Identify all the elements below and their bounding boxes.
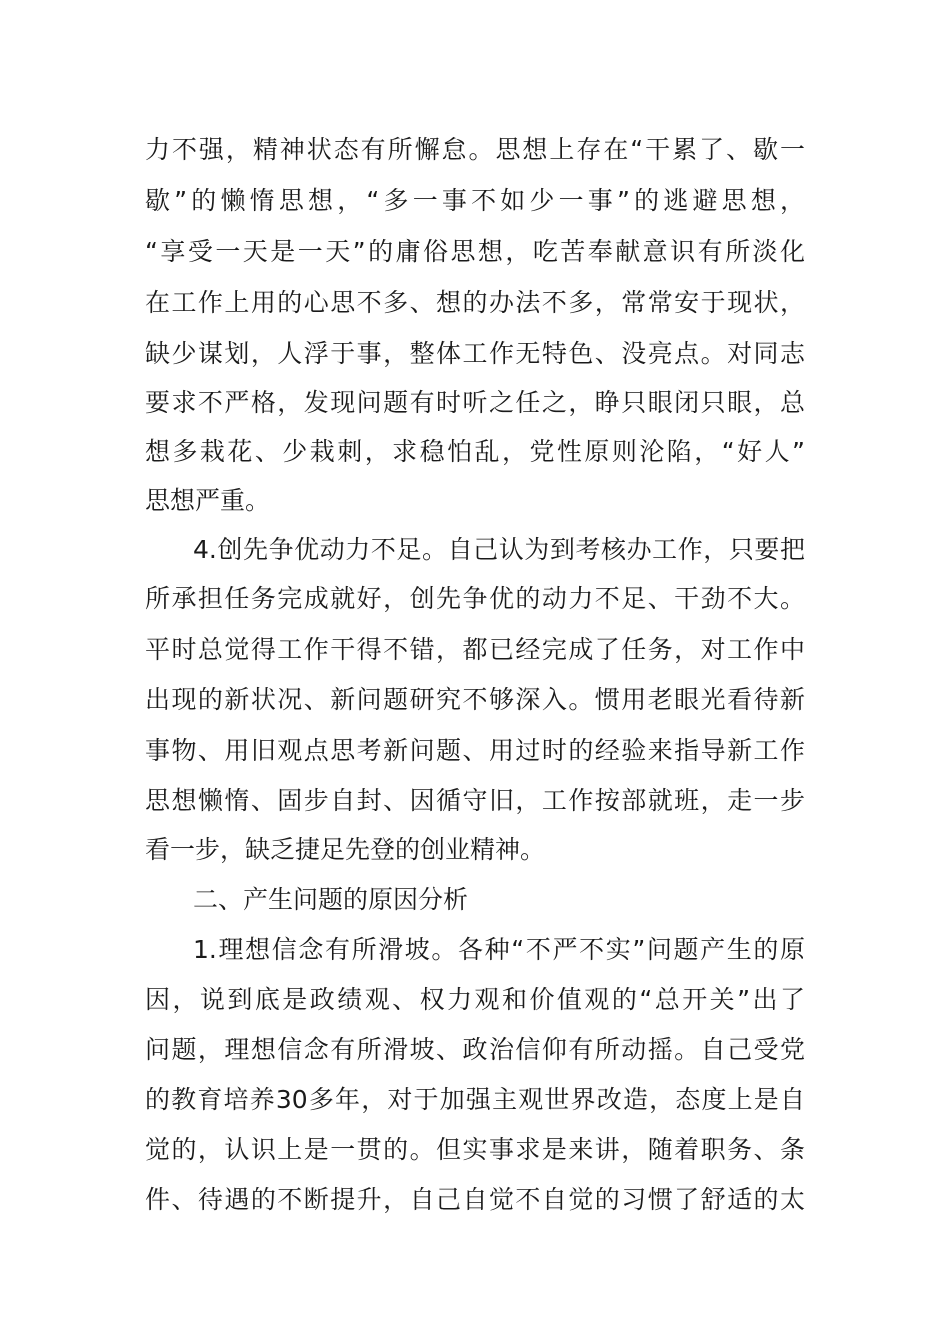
body-text-line: 平时总觉得工作干得不错，都已经完成了任务，对工作中	[145, 635, 805, 664]
body-text-line: 事物、用旧观点思考新问题、用过时的经验来指导新工作	[145, 736, 805, 765]
body-text-line: 缺少谋划，人浮于事，整体工作无特色、没亮点。对同志	[145, 339, 805, 368]
body-text-line: 思想严重。	[145, 486, 271, 515]
body-text-line: 在工作上用的心思不多、想的办法不多，常常安于现状，	[145, 288, 805, 317]
body-text-line: 的教育培养30多年，对于加强主观世界改造，态度上是自	[145, 1085, 805, 1114]
section-heading: 二、产生问题的原因分析	[193, 885, 469, 914]
body-text-line: 因，说到底是政绩观、权力观和价值观的“总开关”出了	[145, 985, 805, 1014]
paragraph-1-heading-line: 1.理想信念有所滑坡。各种“不严不实”问题产生的原	[193, 935, 805, 964]
body-text-line: 问题，理想信念有所滑坡、政治信仰有所动摇。自己受党	[145, 1035, 805, 1064]
body-text-line: 所承担任务完成就好，创先争优的动力不足、干劲不大。	[145, 584, 805, 613]
body-text-line: 件、待遇的不断提升，自己自觉不自觉的习惯了舒适的太	[145, 1185, 805, 1214]
body-text-line: 歇”的懒惰思想，“多一事不如少一事”的逃避思想，	[145, 186, 805, 215]
body-text-line: 思想懒惰、固步自封、因循守旧，工作按部就班，走一步	[145, 786, 805, 815]
body-text-line: 觉的，认识上是一贯的。但实事求是来讲，随着职务、条	[145, 1135, 805, 1164]
paragraph-4-heading-line: 4.创先争优动力不足。自己认为到考核办工作，只要把	[193, 535, 805, 564]
body-text-line: 想多栽花、少栽刺，求稳怕乱，党性原则沦陷，“好人”	[145, 437, 805, 466]
body-text-line: 出现的新状况、新问题研究不够深入。惯用老眼光看待新	[145, 685, 805, 714]
body-text-line: “享受一天是一天”的庸俗思想，吃苦奉献意识有所淡化	[145, 237, 805, 266]
body-text-line: 力不强，精神状态有所懈怠。思想上存在“干累了、歇一	[145, 135, 805, 164]
body-text-line: 要求不严格，发现问题有时听之任之，睁只眼闭只眼，总	[145, 388, 805, 417]
body-text-line: 看一步，缺乏捷足先登的创业精神。	[145, 835, 546, 864]
